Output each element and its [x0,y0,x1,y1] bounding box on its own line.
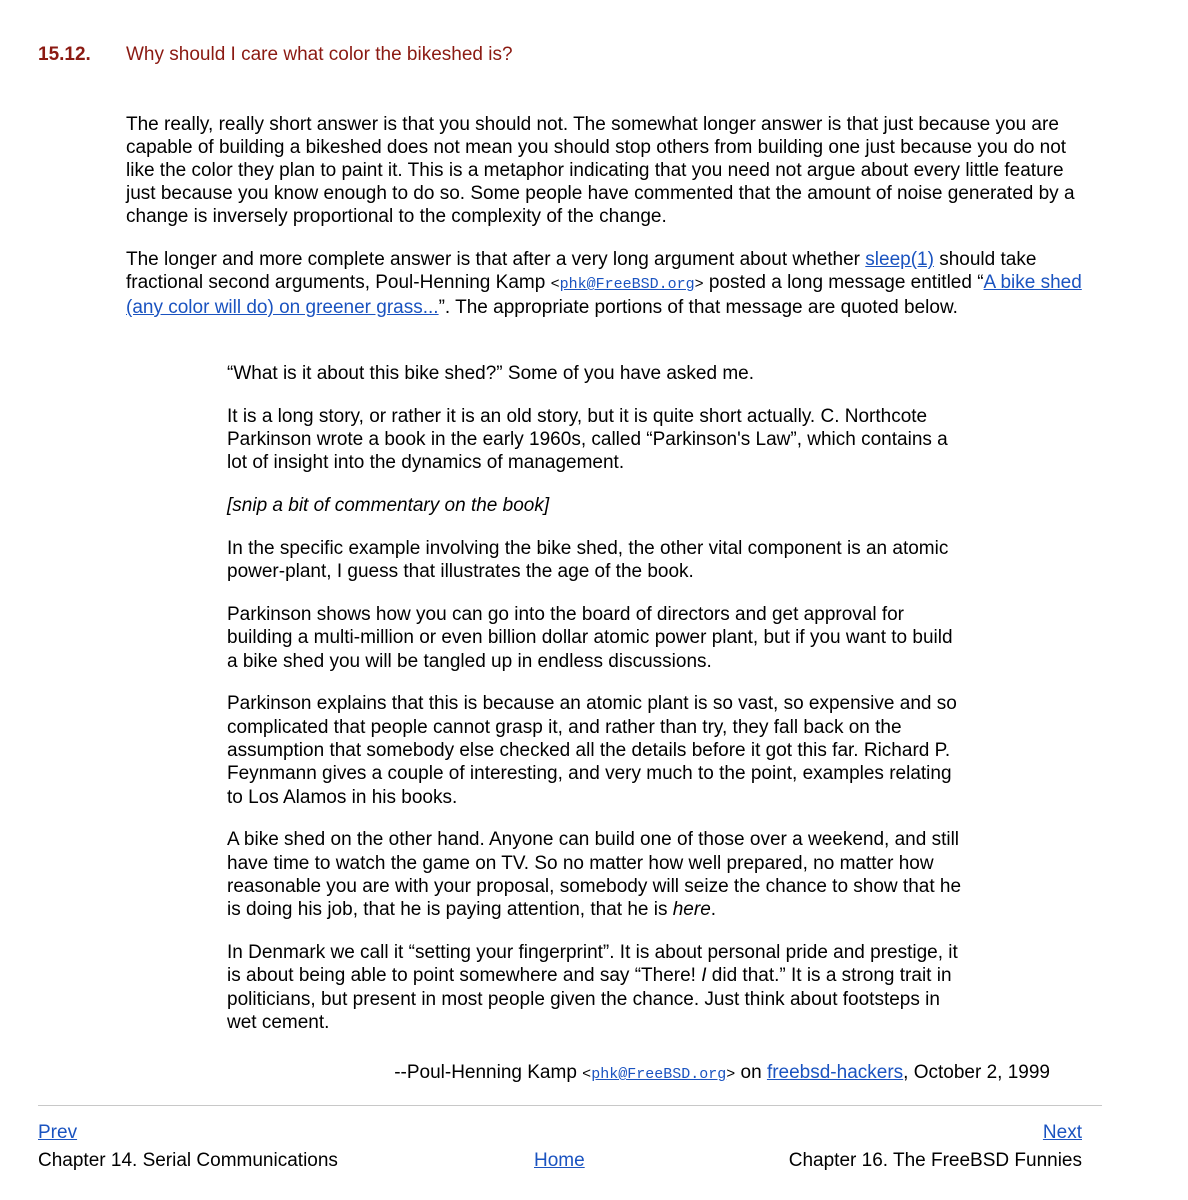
bikeshed-message-link[interactable]: A bike shed (any color will do) on greener grass... [126,272,1082,318]
attribution-email-link[interactable]: phk@FreeBSD.org [591,1066,727,1083]
quote-paragraph-6: Parkinson explains that this is because an atomic plant is so vast, so expensive and so complicated that people cannot grasp it, and rather than try, they fall back on the assumption that somebody else checked all the details before it got this far. Richard P. Feynmann gives a couple of interesting, and very much to the point, examples relating to Los Alamos in his books. [227,693,957,808]
answer-paragraph-1: The really, really short answer is that you should not. The somewhat longer answer is that just because you are capable of building a bikeshed does not mean you should stop others from building one just because you do not like the color they plan to paint it. This is a metaphor indicating that you need not argue about every little feature just because you know enough to do so. Some people have commented that the amount of noise generated by a change is inversely proportional to the complexity of the change. [126,114,1075,227]
question-heading [38,44,513,66]
answer-paragraph-2: The longer and more complete answer is that after a very long argument about whether sleep(1) should take fractional second arguments, Poul-Henning Kamp <phk@FreeBSD.org> posted a long message entitled “A bike shed (any color will do) on greener grass...”. The appropriate portions of that message are quoted below. [126,249,1082,318]
answer-body [126,113,1086,339]
quote-paragraph-2: It is a long story, or rather it is an old story, but it is quite short actually. C. Northcote Parkinson wrote a book in the early 1960s, called “Parkinson's Law”, which contains a lot of insight into the dynamics of management. [227,405,948,474]
question-number: 15.12. [38,44,91,65]
quote-paragraph-5: Parkinson shows how you can go into the board of directors and get approval for building a multi-million or even billion dollar atomic power plant, but if you want to build a bike shed you will be tangled up in endless discussions. [227,604,953,672]
phk-email-link[interactable]: phk@FreeBSD.org [559,276,695,293]
freebsd-hackers-link[interactable]: freebsd-hackers [766,1062,904,1083]
prev-link[interactable]: Prev [38,1122,78,1143]
blockquote [227,362,967,1054]
quote-paragraph-3: [snip a bit of commentary on the book] [227,495,550,517]
home-link[interactable]: Home [534,1150,585,1171]
quote-paragraph-1: “What is it about this bike shed?” Some of you have asked me. [227,363,754,384]
quote-attribution: --Poul-Henning Kamp <phk@FreeBSD.org> on freebsd-hackers, October 2, 1999 [394,1062,1050,1083]
next-chapter-title: Chapter 16. The FreeBSD Funnies [788,1150,1082,1171]
footer-divider [38,1105,1102,1106]
sleep-man-page-link[interactable]: sleep(1) [865,249,934,270]
quote-paragraph-8: In Denmark we call it “setting your fingerprint”. It is about personal pride and prestige, it is about being able to point somewhere and say “There! I did that.” It is a strong trait in politicians, but present in most people given the chance. Just think about footsteps in wet cement. [227,942,958,1034]
question-title: Why should I care what color the bikeshed is? [126,44,513,65]
quote-paragraph-4: In the specific example involving the bike shed, the other vital component is an atomic power-plant, I guess that illustrates the age of the book. [227,537,949,583]
prev-chapter-title: Chapter 14. Serial Communications [38,1150,338,1171]
quote-paragraph-7: A bike shed on the other hand. Anyone can build one of those over a weekend, and still have time to watch the game on TV. So no matter how well prepared, no matter how reasonable you are with your proposal, somebody will seize the chance to show that he is doing his job, that he is paying attention, that he is here. [227,829,962,921]
next-link[interactable]: Next [1042,1122,1082,1143]
